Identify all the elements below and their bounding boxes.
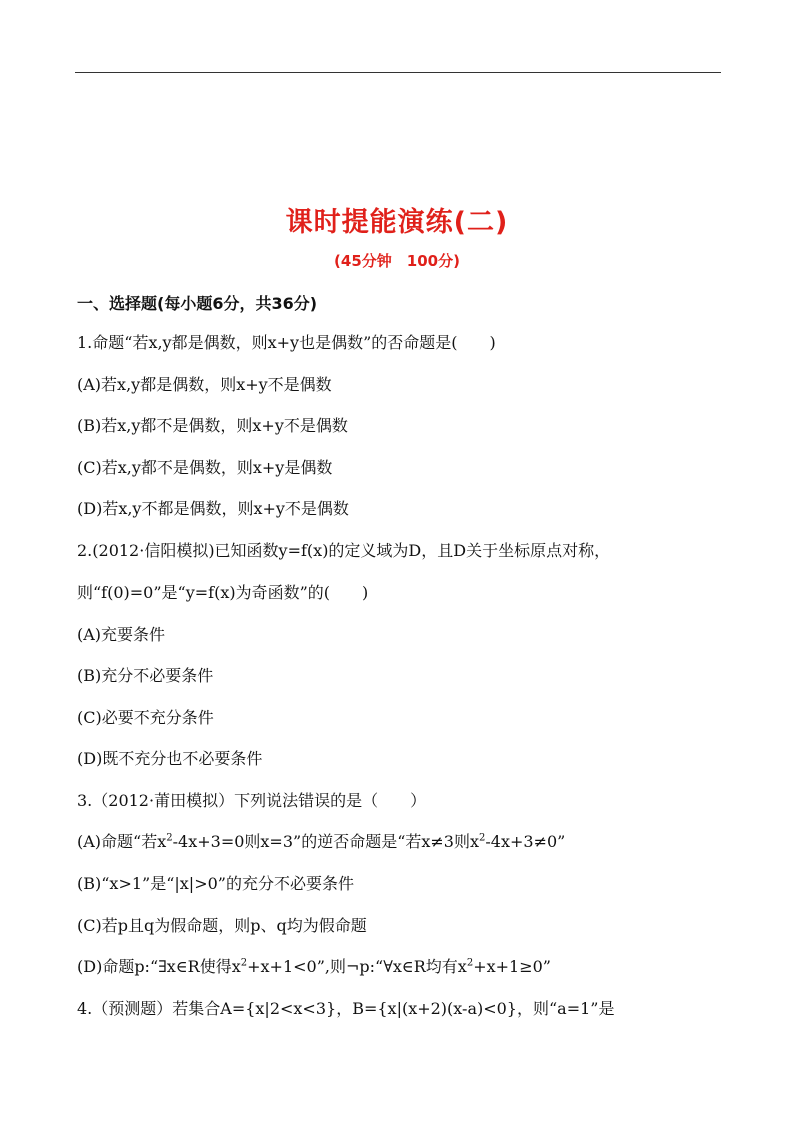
question-1-option-a: (A)若x,y都是偶数，则x+y不是偶数 [77,375,332,394]
question-3-option-d: (D)命题p:“∃x∈R使得$x^2+x+1<0$”,则¬p:“∀x∈R均有$x^2+x+1\ge 0$” [77,957,551,976]
page-subtitle: (45分钟 100分) [334,252,460,270]
question-3-option-b: (B)“x>1”是“|x|>0”的充分不必要条件 [77,874,354,893]
question-3-option-c: (C)若p且q为假命题，则p、q均为假命题 [77,916,367,935]
question-1-option-c: (C)若x,y都不是偶数，则x+y是偶数 [77,458,333,477]
question-2-stem-line2: 则“f(0)=0”是“y=f(x)为奇函数”的( ) [77,583,369,602]
page-title: 课时提能演练(二) [285,207,509,238]
header-rule [75,72,721,73]
question-2-option-c: (C)必要不充分条件 [77,708,214,727]
question-2-option-a: (A)充要条件 [77,625,166,644]
question-3-stem: 3.（2012·莆田模拟）下列说法错误的是（ ） [77,791,427,810]
section-heading: 一、选择题(每小题6分，共36分) [77,294,318,313]
question-2-option-d: (D)既不充分也不必要条件 [77,749,263,768]
question-2-option-b: (B)充分不必要条件 [77,666,214,685]
question-2-stem-line1: 2.(2012·信阳模拟)已知函数y=f(x)的定义域为D，且D关于坐标原点对称， [77,541,611,560]
question-1-option-b: (B)若x,y都不是偶数，则x+y不是偶数 [77,416,348,435]
question-1-stem: 1.命题“若x,y都是偶数，则x+y也是偶数”的否命题是( ) [77,333,496,352]
question-4-stem: 4.（预测题）若集合A={x|2<x<3}，B={x|(x+2)(x-a)<0}，则“a=1”是 [77,999,615,1018]
question-3-option-a: (A)命题“若$x^2-4x+3=0$则x=3”的逆否命题是“若x≠3则$x^2-4x+3\ne 0$” [77,832,566,851]
question-1-option-d: (D)若x,y不都是偶数，则x+y不是偶数 [77,499,349,518]
